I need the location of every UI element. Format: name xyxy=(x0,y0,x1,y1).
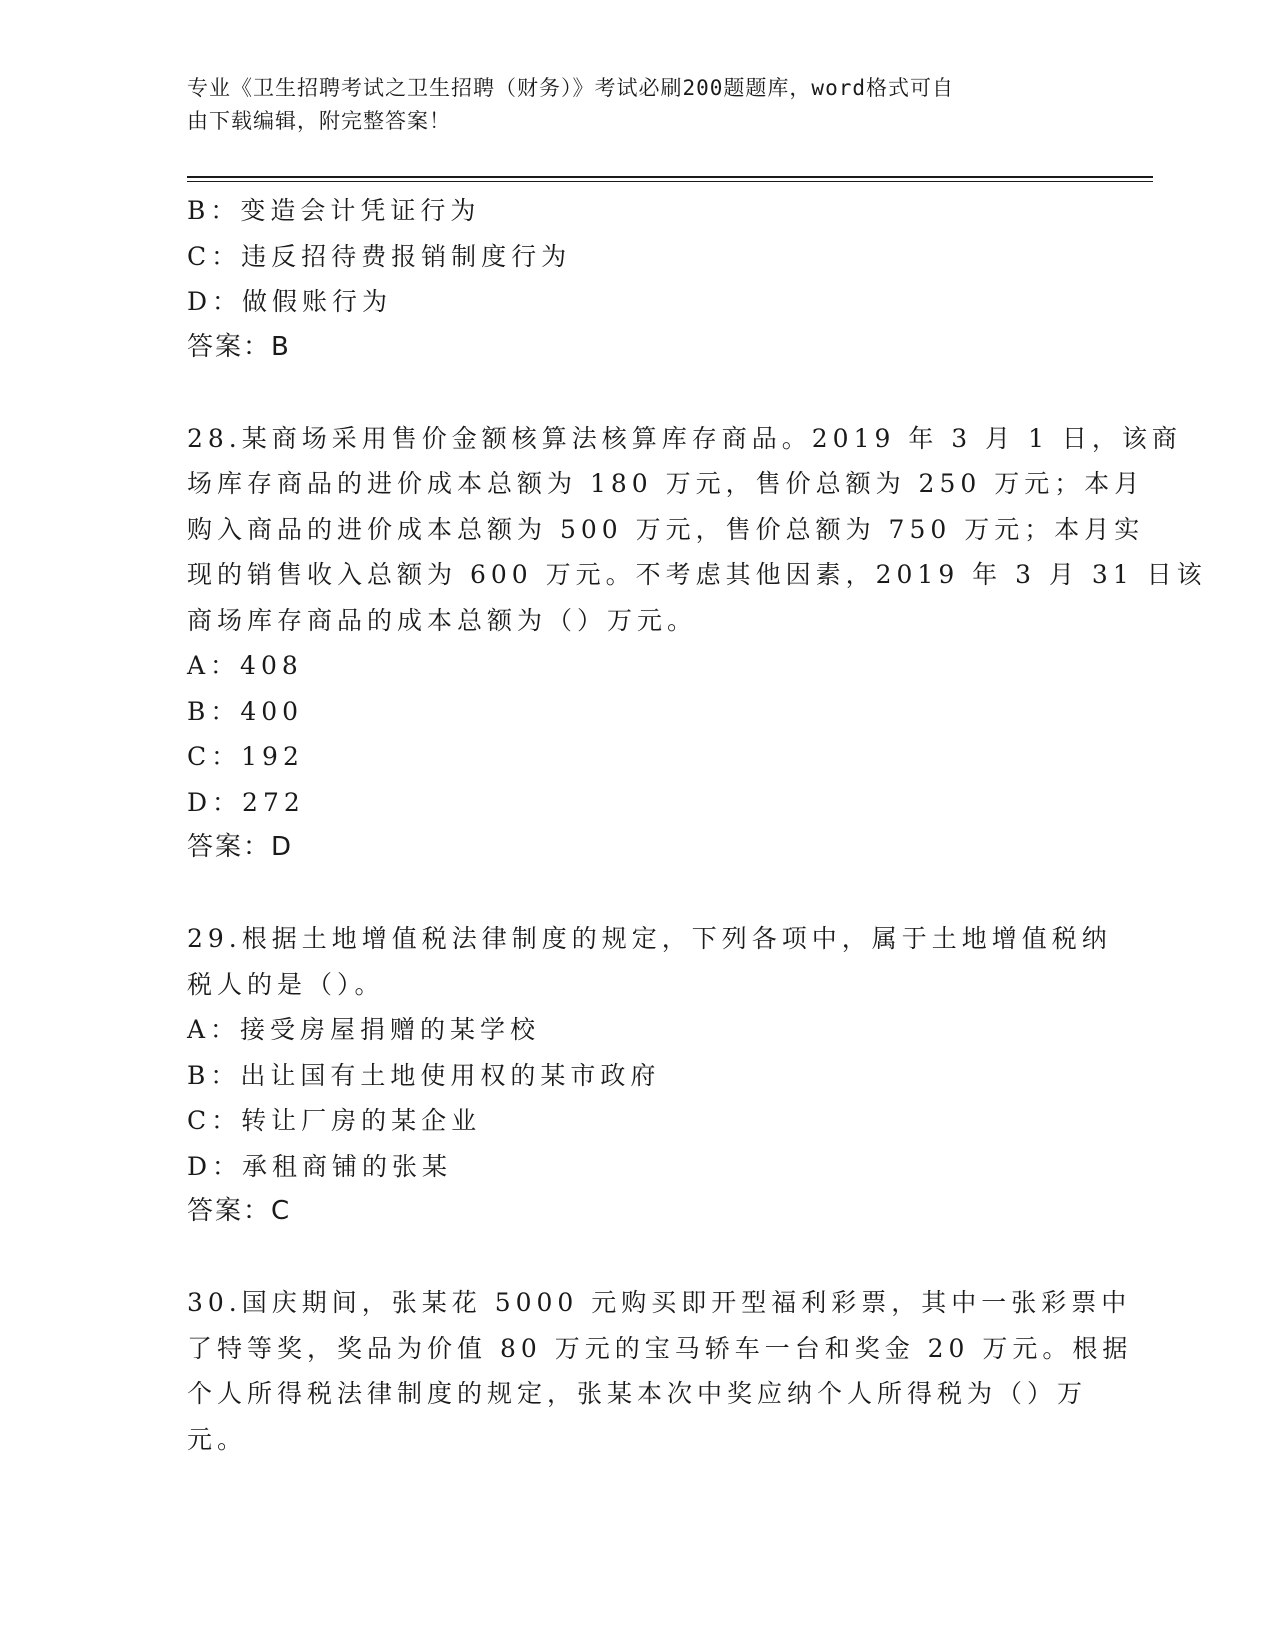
option-b: B：400 xyxy=(187,696,304,726)
option-c: C：转让厂房的某企业 xyxy=(187,1106,482,1135)
option-b: B：变造会计凭证行为 xyxy=(187,196,481,225)
question-content xyxy=(187,188,1207,1462)
option-b: B：出让国有土地使用权的某市政府 xyxy=(187,1060,661,1090)
spacer xyxy=(187,370,1087,416)
question-text-line: 税人的是（）。 xyxy=(187,969,385,999)
option-a: A：408 xyxy=(187,651,303,680)
option-d: D：272 xyxy=(187,787,305,817)
question-text-line: 30.国庆期间，张某花 5000 元购买即开型福利彩票，其中一张彩票中 xyxy=(187,1288,1132,1317)
question-29 xyxy=(187,916,1112,1235)
header-line-2: 由下载编辑，附完整答案！ xyxy=(187,109,451,133)
option-c: C：192 xyxy=(187,742,304,771)
answer: 答案：D xyxy=(187,832,294,862)
question-text-line: 元。 xyxy=(187,1424,248,1454)
question-text-line: 28.某商场采用售价金额核算法核算库存商品。2019 年 3 月 1 日，该商 xyxy=(187,423,1182,453)
header-rule-thick xyxy=(187,176,1153,178)
header-rule-thin xyxy=(187,181,1153,182)
question-text-line: 29.根据土地增值税法律制度的规定，下列各项中，属于土地增值税纳 xyxy=(187,924,1112,953)
question-28 xyxy=(187,416,1207,871)
answer: 答案：C xyxy=(187,1196,292,1226)
question-30 xyxy=(187,1280,1133,1462)
question-text-line: 了特等奖，奖品为价值 80 万元的宝马轿车一台和奖金 20 万元。根据 xyxy=(187,1333,1133,1363)
option-d: D：承租商铺的张某 xyxy=(187,1151,453,1181)
question-text-line: 个人所得税法律制度的规定，张某本次中奖应纳个人所得税为（）万 xyxy=(187,1379,1088,1408)
spacer xyxy=(187,871,1087,917)
option-a: A：接受房屋捐赠的某学校 xyxy=(187,1015,541,1044)
document-header xyxy=(187,72,1067,138)
header-line-1: 专业《卫生招聘考试之卫生招聘（财务）》考试必刷200题题库，word格式可自 xyxy=(187,76,954,100)
question-27-tail xyxy=(187,188,1087,370)
question-text-line: 商场库存商品的成本总额为（）万元。 xyxy=(187,605,698,635)
answer: 答案：B xyxy=(187,331,291,362)
question-text-line: 购入商品的进价成本总额为 500 万元，售价总额为 750 万元；本月实 xyxy=(187,514,1145,544)
spacer xyxy=(187,1235,1087,1281)
option-d: D：做假账行为 xyxy=(187,287,393,316)
question-text-line: 场库存商品的进价成本总额为 180 万元，售价总额为 250 万元；本月 xyxy=(187,469,1145,498)
option-c: C：违反招待费报销制度行为 xyxy=(187,241,572,271)
question-text-line: 现的销售收入总额为 600 万元。不考虑其他因素，2019 年 3 月 31 日该 xyxy=(187,560,1207,589)
